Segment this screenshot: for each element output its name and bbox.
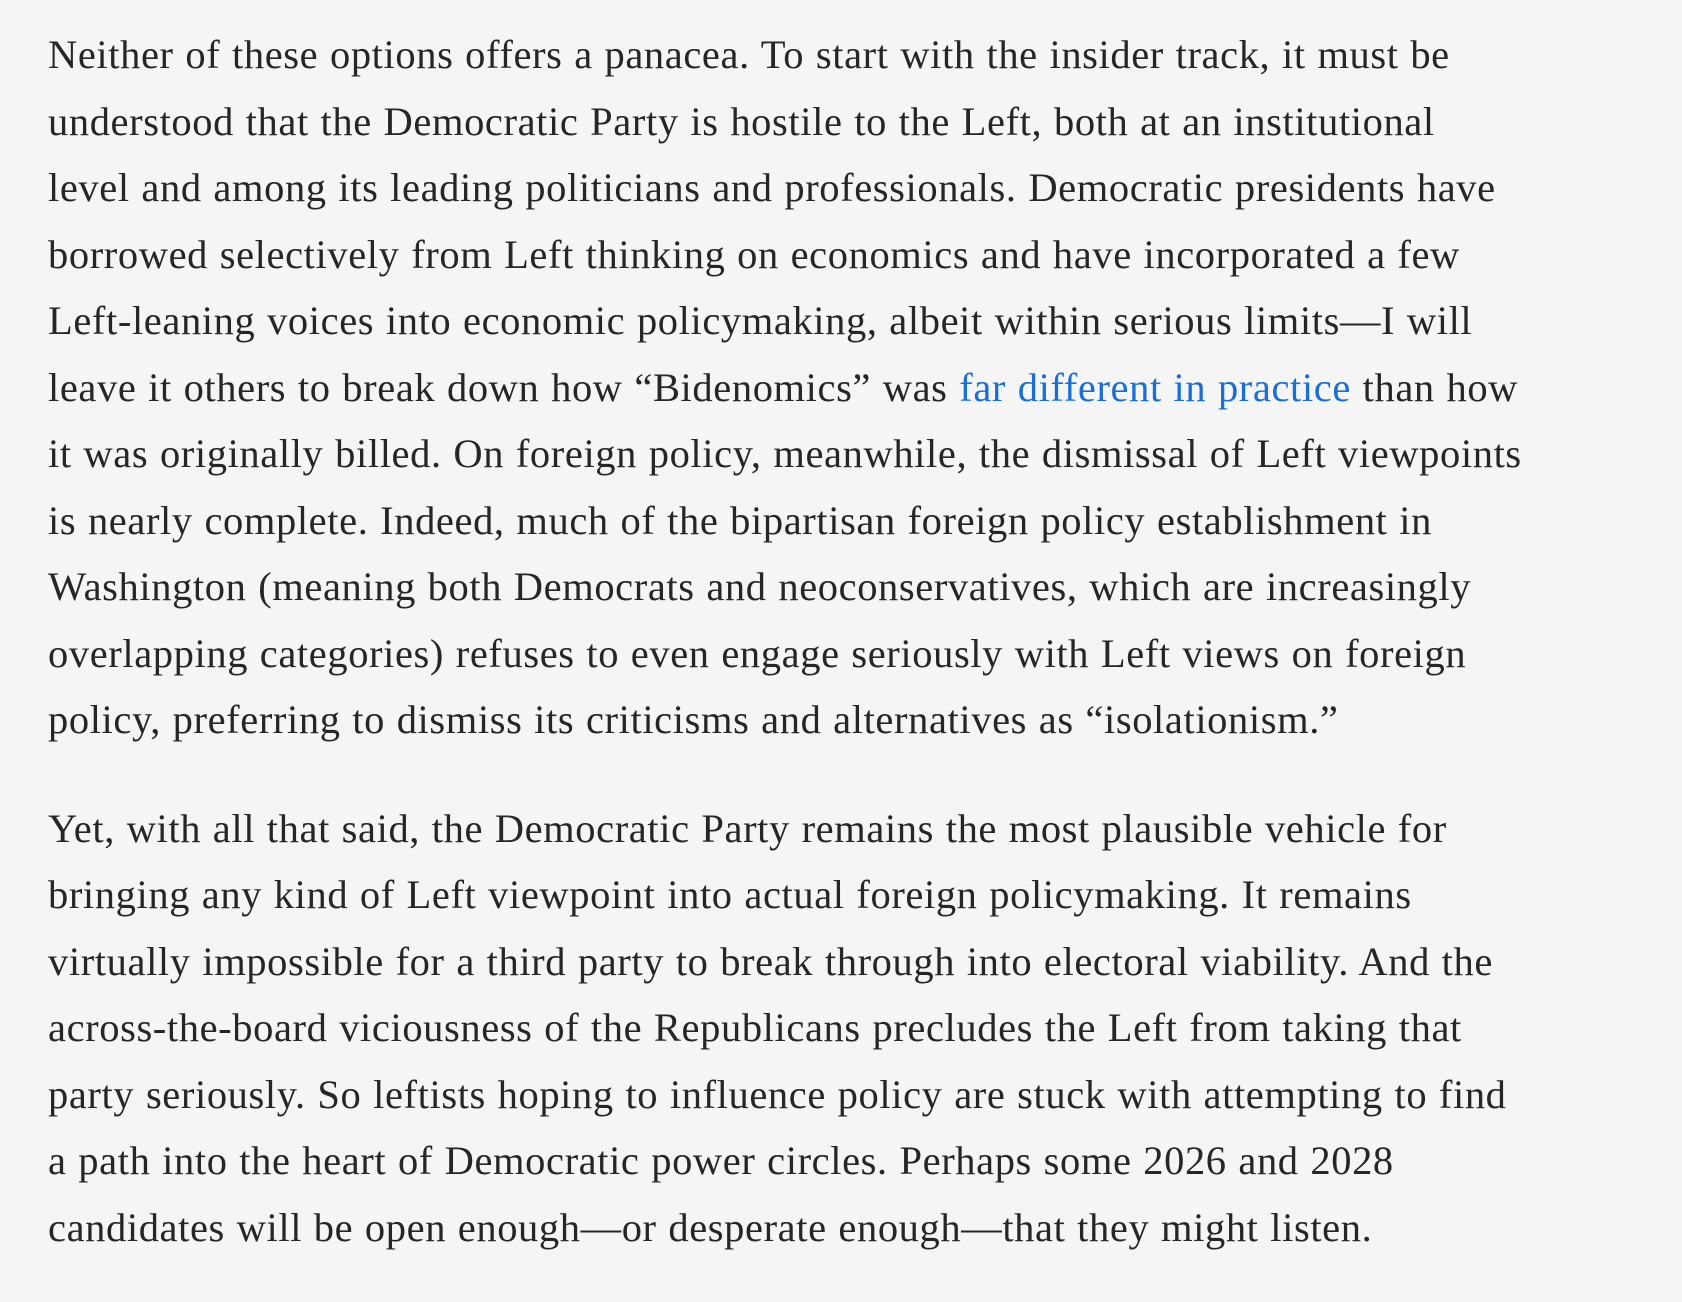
text-line: candidates will be open enough—or desperate enough—that they might listen.: [48, 1204, 1373, 1250]
text-line: borrowed selectively from Left thinking on economics and have incorporated a few: [48, 231, 1460, 277]
text-line: party seriously. So leftists hoping to influence policy are stuck with attempting to find: [48, 1071, 1507, 1117]
text-line: a path into the heart of Democratic power circles. Perhaps some 2026 and 2028: [48, 1138, 1394, 1183]
text-line: Left-leaning voices into economic policymaking, albeit within serious limits—I will: [48, 298, 1473, 343]
text-line: Yet, with all that said, the Democratic Party remains the most plausible vehicle for: [48, 805, 1447, 851]
text-line: virtually impossible for a third party to break through into electoral viability. And the: [48, 938, 1493, 984]
text-line: understood that the Democratic Party is hostile to the Left, both at an institutional: [48, 98, 1435, 144]
text-line: Washington (meaning both Democrats and neoconservatives, which are increasingly: [48, 564, 1472, 609]
text-line: across-the-board viciousness of the Republicans precludes the Left from taking that: [48, 1005, 1462, 1050]
text-line: policy, preferring to dismiss its criticisms and alternatives as “isolationism.”: [48, 697, 1339, 742]
text-before-link: leave it others to break down how “Bidenomics” was: [48, 364, 960, 410]
text-line: is nearly complete. Indeed, much of the bipartisan foreign policy establishment in: [48, 497, 1432, 543]
text-line: level and among its leading politicians and professionals. Democratic presidents have: [48, 165, 1496, 210]
text-line: Neither of these options offers a panacea. To start with the insider track, it must be: [48, 32, 1450, 77]
text-line: bringing any kind of Left viewpoint into actual foreign policymaking. It remains: [48, 872, 1412, 917]
text-after-link: than how: [1350, 364, 1519, 410]
text-line: overlapping categories) refuses to even engage seriously with Left views on foreign: [48, 630, 1467, 676]
paragraph-2: [48, 796, 1668, 1262]
text-line-with-link: [48, 355, 1668, 422]
far-different-in-practice-link[interactable]: far different in practice: [959, 364, 1351, 410]
article-body: [48, 22, 1668, 1261]
paragraph-1: [48, 22, 1668, 754]
text-line: it was originally billed. On foreign policy, meanwhile, the dismissal of Left viewpoints: [48, 431, 1522, 476]
